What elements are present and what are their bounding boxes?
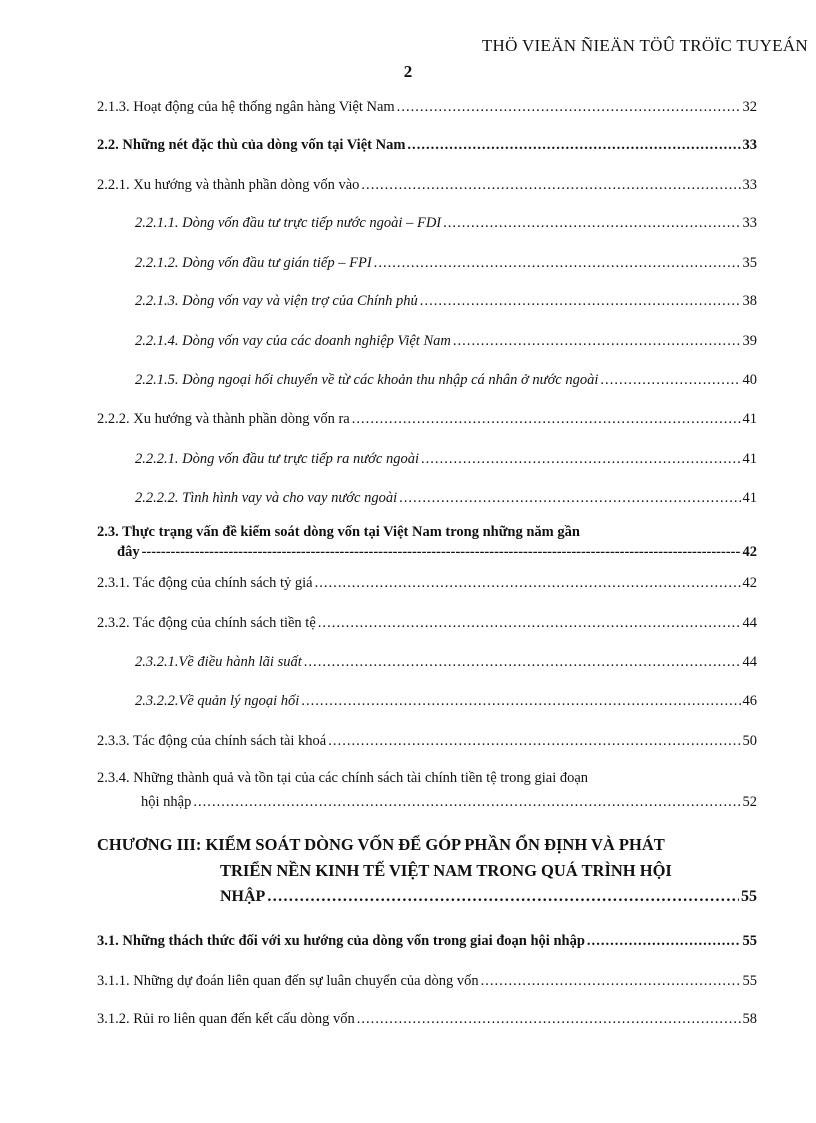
toc-entry-2-2-2-2[interactable] [97,488,757,508]
toc-label: 3.1.1. Những dự đoán liên quan đến sự luân chuyển của dòng vốn [97,973,479,989]
dot-leader [443,213,740,233]
dot-leader [420,291,741,311]
toc-label: 2.1.3. Hoạt động của hệ thống ngân hàng Việt Nam [97,99,395,115]
toc-entry-2-3-2-2[interactable] [97,691,757,711]
dot-leader [399,488,740,508]
chapter-title-line-3: NHẬP [220,888,266,905]
toc-entry-3-1[interactable] [97,931,757,951]
toc-page: 52 [742,794,757,810]
toc-label: 2.2.2.2. Tình hình vay và cho vay nước ngoài [135,490,398,506]
toc-page: 41 [742,490,757,506]
dot-leader [407,135,740,155]
chapter-title-line-1: CHƯƠNG III: KIỂM SOÁT DÒNG VỐN ĐỂ GÓP PHẦN ỔN ĐỊNH VÀ PHÁT [97,835,665,854]
dot-leader [267,884,739,910]
toc-label: 2.2.1.1. Dòng vốn đầu tư trực tiếp nước ngoài – FDI [135,215,442,231]
dot-leader [193,792,740,812]
toc-page: 39 [742,333,757,349]
dot-leader [374,253,741,273]
toc-page: 50 [742,733,757,749]
dot-leader [397,97,741,117]
toc-entry-3-1-1[interactable] [97,971,757,991]
toc-entry-2-2-1[interactable] [97,175,757,195]
dot-leader [421,449,741,469]
toc-page: 40 [742,372,757,388]
toc-page: 32 [742,99,757,115]
toc-entry-2-3[interactable] [97,522,757,562]
dot-leader [453,331,741,351]
toc-label: 2.3.2.2.Về quản lý ngoại hối [135,693,300,709]
dot-leader [352,409,741,429]
toc-page: 41 [742,451,757,467]
dot-leader [600,370,740,390]
toc-entry-chapter-3[interactable] [97,832,757,910]
dot-leader [481,971,741,991]
toc-label: 2.2.1.2. Dòng vốn đầu tư gián tiếp – FPI [135,255,372,271]
dot-leader [318,613,741,633]
toc-page: 58 [742,1011,757,1027]
toc-label: 2.2.1. Xu hướng và thành phần dòng vốn vào [97,177,360,193]
toc-label: 2.3.3. Tác động của chính sách tài khoá [97,733,327,749]
dot-leader [301,691,740,711]
dot-leader [357,1009,741,1029]
toc-page: 41 [742,411,757,427]
toc-label: 2.2.1.3. Dòng vốn vay và viện trợ của Chính phủ [135,293,418,309]
toc-label: 3.1. Những thách thức đối với xu hướng của dòng vốn trong giai đoạn hội nhập [97,933,585,949]
toc-page: 46 [742,693,757,709]
toc-entry-2-3-3[interactable] [97,731,757,751]
dot-leader [361,175,740,195]
toc-entry-2-3-2[interactable] [97,613,757,633]
toc-label-line-1: 2.3. Thực trạng vấn đề kiểm soát dòng vốn tại Việt Nam trong những năm gần [97,524,580,540]
running-header: THÖ VIEÄN ÑIEÄN TÖÛ TRÖÏC TUYEÁN [481,36,808,55]
toc-entry-2-2-1-1[interactable] [97,213,757,233]
dot-leader [304,652,741,672]
toc-page: 55 [742,933,757,949]
toc-entry-2-3-4[interactable] [97,768,757,812]
toc-label: 2.2.1.5. Dòng ngoại hối chuyển về từ các khoản thu nhập cá nhân ở nước ngoài [135,372,599,388]
toc-entry-2-2-1-4[interactable] [97,331,757,351]
toc-page: 44 [742,615,757,631]
toc-label-line-2: hội nhập [141,794,192,810]
toc-entry-2-3-2-1[interactable] [97,652,757,672]
page-number: 2 [403,62,413,81]
toc-page: 55 [741,888,757,905]
dot-leader [328,731,740,751]
toc-page: 42 [742,544,757,560]
toc-label: 2.2. Những nét đặc thù của dòng vốn tại Việt Nam [97,137,406,153]
chapter-title-line-2: TRIỂN NỀN KINH TẾ VIỆT NAM TRONG QUÁ TRÌNH HỘI [220,861,672,880]
toc-entry-2-2[interactable] [97,135,757,155]
dot-leader [315,573,741,593]
toc-page: 38 [742,293,757,309]
toc-page: 35 [742,255,757,271]
toc-page: 42 [742,575,757,591]
toc-entry-2-2-1-3[interactable] [97,291,757,311]
toc-label-line-2: đây [117,544,140,560]
dot-leader [587,931,741,951]
toc-label: 2.3.2. Tác động của chính sách tiền tệ [97,615,316,631]
toc-entry-2-2-1-5[interactable] [97,370,757,390]
toc-label: 2.2.1.4. Dòng vốn vay của các doanh nghiệp Việt Nam [135,333,451,349]
toc-page: 33 [742,137,757,153]
toc-entry-2-2-2[interactable] [97,409,757,429]
toc-label: 2.3.1. Tác động của chính sách tỷ giá [97,575,313,591]
toc-entry-3-1-2[interactable] [97,1009,757,1029]
toc-label-line-1: 2.3.4. Những thành quả và tồn tại của các chính sách tài chính tiền tệ trong giai đoạn [97,770,589,786]
toc-label: 2.2.2.1. Dòng vốn đầu tư trực tiếp ra nước ngoài [135,451,419,467]
toc-label: 2.3.2.1.Về điều hành lãi suất [135,654,302,670]
toc-page: 33 [742,215,757,231]
toc-page: 44 [742,654,757,670]
toc-label: 2.2.2. Xu hướng và thành phần dòng vốn ra [97,411,350,427]
toc-entry-2-2-1-2[interactable] [97,253,757,273]
toc-page: 55 [742,973,757,989]
toc-entry-2-3-1[interactable] [97,573,757,593]
dash-leader [142,542,741,562]
toc-label: 3.1.2. Rủi ro liên quan đến kết cấu dòng vốn [97,1011,355,1027]
toc-entry-2-1-3[interactable] [97,97,757,117]
toc-entry-2-2-2-1[interactable] [97,449,757,469]
toc-page: 33 [742,177,757,193]
